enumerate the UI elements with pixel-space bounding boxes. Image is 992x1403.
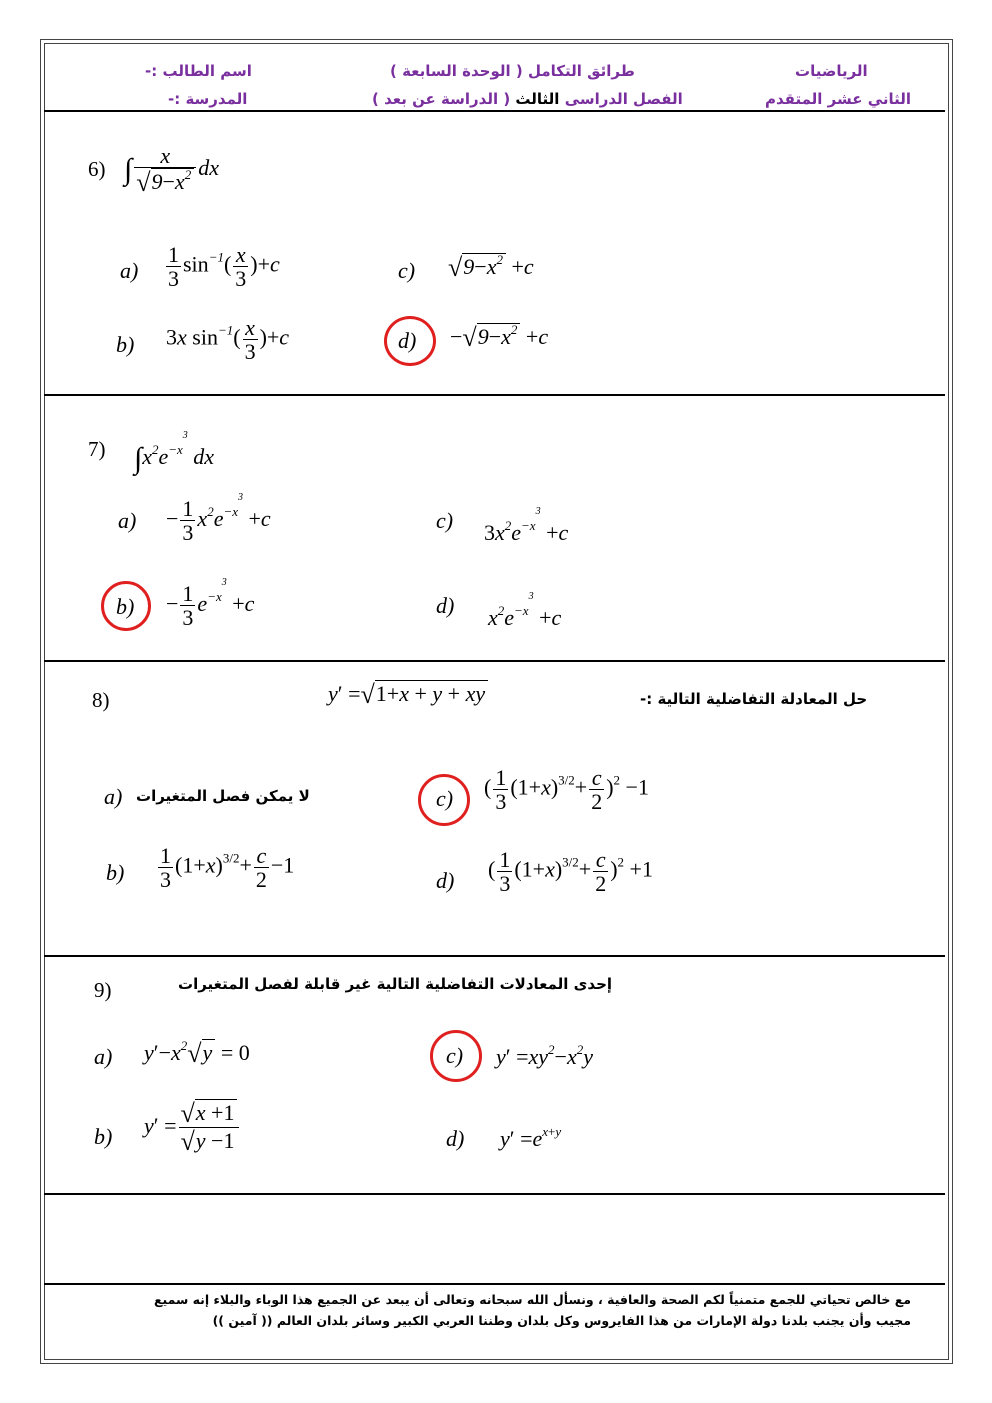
semester-part-b: الثالث	[515, 90, 560, 108]
q8-opt-c-expr: ( $\frac{1}{3}$ $(1+x)^{3/2}+$ $\frac{c}{2}$ )$^2$ −1	[484, 765, 649, 815]
q7-opt-a-label[interactable]: a)	[118, 508, 137, 533]
semester-part-c: ( الدراسة عن بعد )	[372, 90, 511, 108]
q9-opt-a-expr: $y'-x^2√y = 0$	[144, 1038, 250, 1068]
subject-label: الرياضيات	[795, 62, 868, 80]
q9-opt-d-expr: $y' =e^{x+y}$	[500, 1124, 562, 1151]
q6-opt-c-expr: $√9-x^2 +c$	[448, 252, 534, 282]
q6-integral: ∫ $\frac{x}{√9-x^2}$ dx	[124, 143, 219, 198]
q9-opt-c-label[interactable]: c)	[446, 1043, 464, 1068]
q8-opt-c-label[interactable]: c)	[436, 786, 454, 811]
q7-opt-d-label[interactable]: d)	[436, 593, 455, 618]
student-name-label: اسم الطالب :-	[145, 62, 252, 80]
q9-opt-c-expr: $y' =xy^2-x^2y$	[496, 1042, 593, 1069]
q9-number: 9)	[94, 978, 112, 1002]
q6-opt-d-expr: $-√9-x^2 +c$	[450, 322, 549, 352]
q6-opt-a-label[interactable]: a)	[120, 258, 139, 283]
q8-number: 8)	[92, 688, 110, 712]
worksheet-title: طرائق التكامل ( الوحدة السابعة )	[390, 62, 635, 80]
divider	[44, 660, 945, 662]
q9-opt-d-label[interactable]: d)	[446, 1126, 465, 1151]
semester-label	[372, 90, 683, 108]
divider	[44, 110, 945, 112]
q6-number: 6)	[88, 157, 106, 181]
q8-opt-d-expr: ( $\frac{1}{3}$ $(1+x)^{3/2}+$ $\frac{c}{2}$ )$^2$ +1	[488, 847, 653, 897]
q8-equation: y′ =√1+x + y + xy	[328, 680, 488, 710]
q6-opt-d-label[interactable]: d)	[398, 328, 417, 353]
q8-answer-circle	[418, 774, 470, 826]
q7-answer-circle	[101, 581, 151, 631]
school-label: المدرسة :-	[168, 90, 248, 108]
q7-opt-b-label[interactable]: b)	[116, 594, 135, 619]
q8-opt-d-label[interactable]: d)	[436, 868, 455, 893]
q8-opt-a-text: لا يمكن فصل المتغيرات	[136, 787, 310, 805]
q8-opt-a-label[interactable]: a)	[104, 784, 123, 809]
q8-prompt: حل المعادلة التفاضلية التالية :-	[640, 690, 868, 708]
q9-opt-b-label[interactable]: b)	[94, 1124, 113, 1149]
q6-opt-b-expr: 3x $\sin^{-1}$( $\frac{x}{3}$ )+c	[166, 315, 290, 365]
divider	[44, 955, 945, 957]
divider	[44, 394, 945, 396]
q7-number: 7)	[88, 437, 106, 461]
q7-opt-c-expr: $3x^2e^{-x^3} +c$	[484, 506, 569, 545]
q8-opt-b-label[interactable]: b)	[106, 860, 125, 885]
q9-opt-a-label[interactable]: a)	[94, 1044, 113, 1069]
q9-answer-circle	[430, 1030, 482, 1082]
q6-opt-b-label[interactable]: b)	[116, 332, 135, 357]
footer-line-1: مع خالص تحياتي للجمع متمنياً لكم الصحة والعافية ، ونسأل الله سبحانه وتعالى أن يبعد عن الجميع هذا الوباء والبلاء إنه سميع	[153, 1292, 911, 1307]
q6-answer-circle	[384, 316, 436, 366]
semester-part-a: الفصل الدراسى	[564, 90, 683, 108]
footer-line-2: مجيب وأن يجنب بلدنا دولة الإمارات من هذا الفايروس وكل بلدان وطننا العربي الكبير وسائر بلدان العالم (( آمين ))	[212, 1313, 911, 1328]
q7-opt-a-expr: − $\frac{1}{3}$ $x^2e^{-x^3} +c$	[166, 492, 271, 546]
q8-opt-b-expr: $\frac{1}{3}$ $(1+x)^{3/2}+$ $\frac{c}{2}$ −1	[160, 843, 295, 893]
q7-opt-b-expr: − $\frac{1}{3}$ $e^{-x^3} +c$	[166, 577, 255, 631]
q9-opt-b-expr: y′ = $\frac{√x +1}{√y -1}$	[144, 1100, 241, 1156]
divider	[44, 1283, 945, 1285]
q6-opt-a-expr: $\frac{1}{3}$ $\sin^{-1}$( $\frac{x}{3}$ )+c	[168, 242, 280, 292]
q7-integral: $\int x^2e^{-x^3}$ dx	[134, 430, 215, 475]
q9-prompt: إحدى المعادلات التفاضلية التالية غير قابلة لفصل المتغيرات	[178, 975, 613, 993]
grade-label: الثاني عشر المتقدم	[765, 90, 912, 108]
divider	[44, 1193, 945, 1195]
q7-opt-d-expr: $x^2e^{-x^3} +c$	[488, 591, 562, 630]
q6-opt-c-label[interactable]: c)	[398, 258, 416, 283]
q7-opt-c-label[interactable]: c)	[436, 508, 454, 533]
